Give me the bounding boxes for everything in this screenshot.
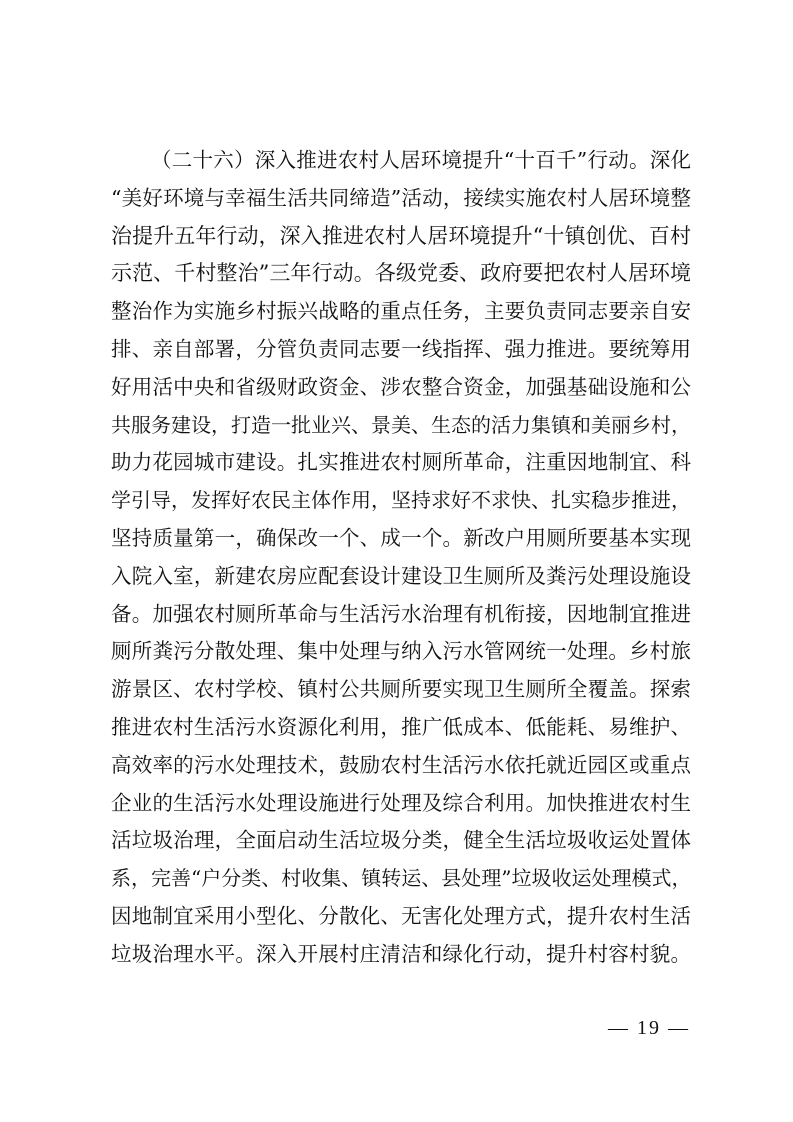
paragraph-line: 助力花园城市建设。扎实推进农村厕所革命，注重因地制宜、科 [111,450,691,475]
paragraph-line: 排、亲自部署，分管负责同志要一线指挥、强力推进。要统筹用 [111,336,691,361]
paragraph-line: 厕所粪污分散处理、集中处理与纳入污水管网统一处理。乡村旅 [111,639,691,664]
paragraph-line: 企业的生活污水处理设施进行处理及综合利用。加快推进农村生 [111,790,691,815]
paragraph-line: 整治作为实施乡村振兴战略的重点任务，主要负责同志要亲自安 [111,299,691,324]
paragraph-line: 因地制宜采用小型化、分散化、无害化处理方式，提升农村生活 [111,903,691,928]
paragraph-line: 学引导，发挥好农民主体作用，坚持求好不求快、扎实稳步推进， [111,488,691,513]
paragraph-line: 备。加强农村厕所革命与生活污水治理有机衔接，因地制宜推进 [111,601,691,626]
paragraph-line: 高效率的污水处理技术，鼓励农村生活污水依托就近园区或重点 [111,752,691,777]
paragraph-line: （二十六）深入推进农村人居环境提升“十百千”行动。深化 [151,148,691,172]
paragraph-line: 好用活中央和省级财政资金、涉农整合资金，加强基础设施和公 [111,374,691,399]
paragraph-line: 共服务建设，打造一批业兴、景美、生态的活力集镇和美丽乡村， [111,412,691,437]
paragraph-line: 入院入室，新建农房应配套设计建设卫生厕所及粪污处理设施设 [111,563,691,588]
paragraph-line: “美好环境与幸福生活共同缔造”活动，接续实施农村人居环境整 [111,185,691,210]
paragraph-line: 推进农村生活污水资源化利用，推广低成本、低能耗、易维护、 [111,714,691,739]
paragraph-line: 垃圾治理水平。深入开展村庄清洁和绿化行动，提升村容村貌。 [111,941,691,966]
paragraph-line: 活垃圾治理，全面启动生活垃圾分类，健全生活垃圾收运处置体 [111,828,691,853]
paragraph-line: 治提升五年行动，深入推进农村人居环境提升“十镇创优、百村 [111,223,691,248]
paragraph-line: 游景区、农村学校、镇村公共厕所要实现卫生厕所全覆盖。探索 [111,677,691,702]
paragraph-line: 坚持质量第一，确保改一个、成一个。新改户用厕所要基本实现 [111,525,691,550]
paragraph-line: 系，完善“户分类、村收集、镇转运、县处理”垃圾收运处理模式， [111,866,691,891]
page-number: — 19 — [608,1017,690,1039]
section-26-paragraph [111,142,691,974]
paragraph-line: 示范、千村整治”三年行动。各级党委、政府要把农村人居环境 [111,261,691,286]
